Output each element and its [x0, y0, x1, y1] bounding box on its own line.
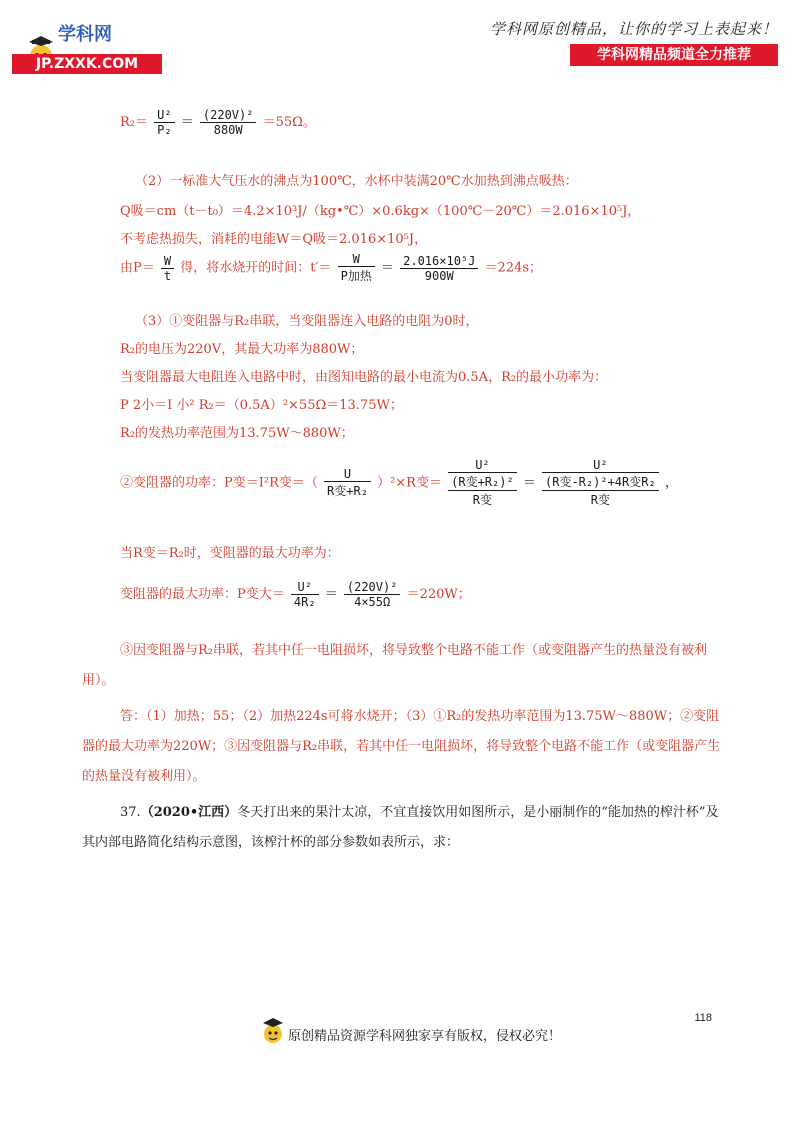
- fraction: $\frac{\text{(220V)²}}{4\times 55\Omega}$: [344, 580, 401, 609]
- page-number: 118: [694, 1012, 712, 1024]
- fraction: $\frac{W}{\text{P加热}}$: [338, 252, 375, 284]
- site-logo[interactable]: [12, 18, 162, 76]
- question-text: 冬天打出来的果汁太凉，不宜直接饮用如图所示，是小丽制作的“能加热的榨汁杯”及其内部电路简化结构示意图，该榨汁杯的部分参数如表所示，求：: [82, 805, 719, 850]
- part3-line5: R₂的发热功率范围为13.75W～880W；: [120, 426, 354, 441]
- fraction: $\frac{\text{U²}}{\text{4R₂}}$: [291, 580, 319, 609]
- part3-line3: 当变阻器最大电阻连入电路中时，由图知电路的最小电流为0.5A，R₂的最小功率为：: [120, 370, 608, 385]
- part3-when: 当R变＝R₂时，变阻器的最大功率为：: [120, 546, 340, 561]
- logo-brand: 学科网: [58, 24, 112, 45]
- logo-url[interactable]: JP.ZXXK.COM: [12, 54, 162, 74]
- part2-line3: 不考虑热损失，消耗的电能W＝Q吸＝2.016×10⁵J，: [120, 232, 428, 247]
- fraction: $\frac{\text{U²}}{\text{P₂}}$: [154, 108, 174, 137]
- max-power-equation: 变阻器的最大功率：P变大＝ $\frac{\text{U²}}{\text{4R₂}}$ ＝ $\frac{\text{(220V)²}}{4\times 55\Omega}$ ＝220W；: [120, 580, 471, 609]
- question-source: （2020•江西）: [140, 805, 238, 820]
- part2-line1: （2）一标准大气压水的沸点为100℃，水杯中装满20℃水加热到沸点吸热：: [135, 174, 578, 189]
- part3-line4: P 2小＝I 小² R₂＝（0.5A）²×55Ω＝13.75W；: [120, 398, 403, 413]
- part3-line2: R₂的电压为220V，其最大功率为880W；: [120, 342, 364, 357]
- rheostat-power-equation: ②变阻器的功率：P变＝I²R变＝（ $\frac{U}{\text{R变+R₂}}$ ）²×R变＝ U² (R变+R₂)² R变 ＝ U² (R变-R₂)²+4R变R₂ R变 ，: [120, 458, 678, 507]
- time-equation: 由P＝ $\frac{W}{t}$ 得，将水烧开的时间：t′＝ $\frac{W}{\text{P加热}}$ ＝ $\frac{\text{2.016×10⁵J}}{900W}$ ＝224s；: [120, 252, 543, 283]
- fraction: $\frac{\text{2.016×10⁵J}}{900W}$: [400, 254, 478, 283]
- r2-equation: R₂＝ $\frac{\text{U²}}{\text{P₂}}$ ＝ $\frac{\text{(220V)²}}{880W}$ ＝55Ω。: [120, 108, 316, 137]
- channel-banner: 学科网精品频道全力推荐: [570, 44, 778, 66]
- fraction: $\frac{\text{(220V)²}}{880W}$: [200, 108, 257, 137]
- fraction: $\frac{W}{t}$: [161, 254, 174, 283]
- compound-fraction: U² (R变-R₂)²+4R变R₂ R变: [542, 458, 659, 508]
- part2-line2: Q吸＝cm（t－t₀）＝4.2×10³J/（kg•℃）×0.6kg×（100℃－20℃）＝2.016×10⁵J，: [120, 204, 641, 219]
- fraction: $\frac{U}{\text{R变+R₂}}$: [324, 467, 371, 499]
- copyright-notice: 原创精品资源学科网独家享有版权，侵权必究！: [288, 1029, 562, 1044]
- question-37: [82, 798, 722, 858]
- compound-fraction: U² (R变+R₂)² R变: [448, 458, 517, 508]
- part3-reason: ③因变阻器与R₂串联，若其中任一电阻损坏，将导致整个电路不能工作（或变阻器产生的热量没有被利用）。: [82, 643, 708, 688]
- answer-paragraph: 答：（1）加热；55；（2）加热224s可将水烧开；（3）①R₂的发热功率范围为13.75W～880W；②变阻器的最大功率为220W；③因变阻器与R₂串联，若其中任一电阻损坏，将导致整个电路不能工作（或变阻器产生的热量没有被利用）。: [82, 709, 721, 784]
- mascot-icon: [262, 1016, 284, 1046]
- question-number: 37.: [120, 805, 141, 820]
- part3-line1: （3）①变阻器与R₂串联，当变阻器连入电路的电阻为0时，: [135, 314, 479, 329]
- page-header: [0, 0, 800, 80]
- header-slogan: 学科网原创精品，让你的学习上表起来！: [489, 20, 778, 38]
